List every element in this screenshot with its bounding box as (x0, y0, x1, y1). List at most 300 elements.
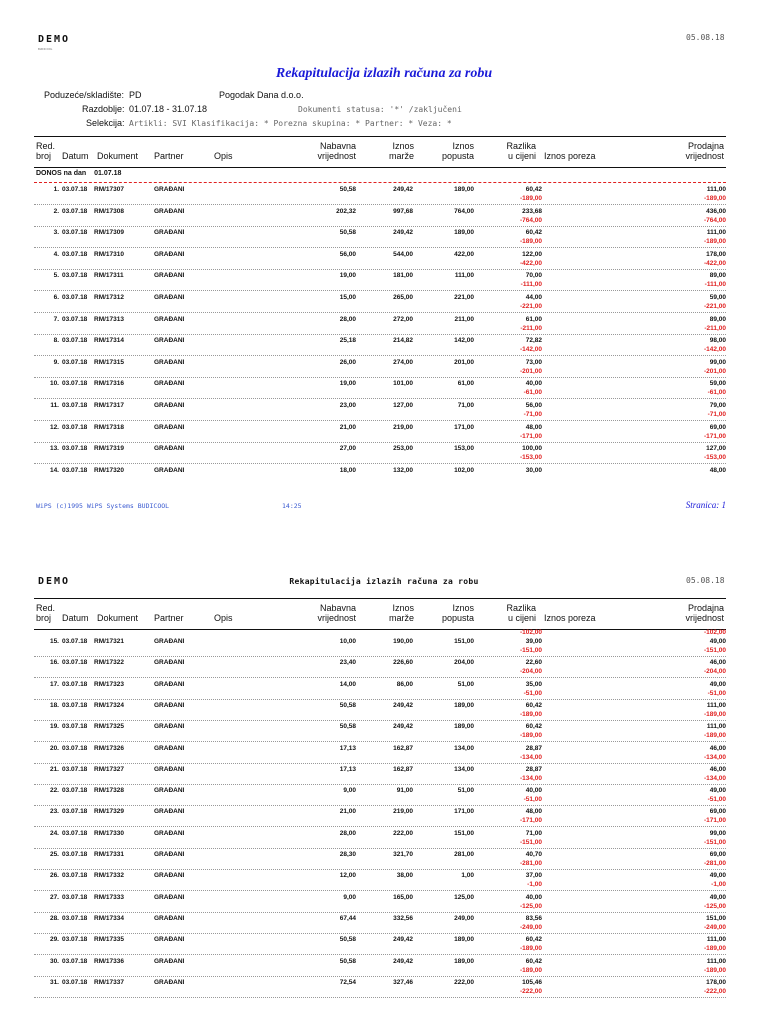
col-partner: Partner (154, 613, 184, 623)
row-document: RM/17314 (94, 337, 124, 345)
row-divider (34, 954, 726, 955)
donos-label: DONOS na dan (36, 170, 87, 177)
row-prodajna: 111,00 (706, 936, 726, 944)
row-marza: 321,70 (393, 851, 413, 858)
row-razlika-neg: -134,00 (519, 774, 542, 782)
row-date: 03.07.18 (62, 186, 88, 193)
row-partner: GRAĐANI (154, 638, 185, 645)
row-nabavna: 28,00 (339, 315, 356, 323)
row-partner: GRAĐANI (154, 744, 185, 752)
row-partner: GRAĐANI (154, 957, 185, 965)
row-prodajna: 48,00 (709, 466, 726, 474)
row-prodajna-neg: -281,00 (703, 860, 726, 867)
row-marza: 544,00 (393, 250, 413, 258)
row-document: RM/17322 (94, 659, 124, 667)
row-marza: 249,42 (393, 186, 413, 193)
row-date: 03.07.18 (62, 744, 88, 752)
row-divider (34, 933, 726, 934)
row-partner: GRAĐANI (154, 893, 185, 901)
row-razlika-neg: -189,00 (519, 238, 542, 246)
row-divider (34, 463, 726, 464)
row-razlika: 37,00 (525, 872, 542, 880)
col-partner: Partner (154, 151, 184, 161)
row-prodajna-neg: -189,00 (703, 710, 726, 718)
row-razlika-neg: -142,00 (519, 346, 542, 354)
donos-row (36, 170, 121, 177)
row-razlika: 122,00 (522, 250, 542, 258)
col-marza: Iznos (392, 603, 414, 613)
row-prodajna-neg: -125,00 (703, 902, 726, 910)
row-prodajna-neg: -201,00 (703, 367, 726, 375)
col-broj: broj (36, 613, 52, 623)
razdoblje-value: 01.07.18 - 31.07.18 (129, 104, 208, 114)
row-number: 18. (49, 701, 59, 709)
col-datum: Datum (62, 151, 89, 161)
row-divider (34, 377, 726, 378)
row-prodajna-neg: -189,00 (703, 732, 726, 740)
row-razlika: 71,00 (525, 829, 542, 837)
row-prodajna-neg: -221,00 (703, 303, 726, 310)
row-nabavna: 17,13 (339, 744, 356, 752)
row-prodajna: 69,00 (709, 423, 726, 431)
row-number: 7. (53, 315, 59, 323)
row-nabavna: 28,00 (339, 829, 356, 837)
row-date: 03.07.18 (62, 294, 88, 301)
row-popust: 764,00 (454, 207, 474, 215)
poduzece-label: Poduzeće/skladište: (44, 90, 125, 100)
row-nabavna: 19,00 (339, 380, 356, 388)
row-document: RM/17333 (94, 893, 124, 901)
row-number: 21. (49, 765, 59, 773)
row-marza: 265,00 (393, 294, 413, 301)
row-date: 03.07.18 (62, 893, 88, 901)
row-razlika-neg: -1,00 (527, 881, 542, 889)
row-nabavna: 50,58 (339, 723, 356, 731)
col-nabavna: Nabavna (319, 603, 356, 613)
row-popust: 134,00 (454, 744, 474, 752)
col-prodajna-2: vrijednost (685, 151, 724, 161)
row-razlika: 56,00 (525, 402, 542, 409)
row-razlika: 39,00 (525, 638, 542, 645)
row-prodajna-neg: -204,00 (703, 668, 726, 676)
row-razlika-neg: -125,00 (519, 902, 542, 910)
row-date: 03.07.18 (62, 978, 88, 986)
row-nabavna: 18,00 (339, 466, 356, 474)
donos-divider (34, 182, 726, 183)
row-razlika-neg: -764,00 (519, 216, 542, 224)
row-marza: 127,00 (393, 402, 413, 409)
row-number: 26. (49, 872, 59, 880)
row-prodajna: 49,00 (709, 638, 726, 645)
row-number: 11. (50, 402, 59, 409)
selekcija-label: Selekcija: (86, 118, 125, 128)
row-razlika-neg: -201,00 (519, 367, 542, 375)
row-partner: GRAĐANI (154, 294, 185, 301)
row-marza: 997,68 (393, 207, 413, 215)
row-marza: 91,00 (396, 787, 413, 795)
row-popust: 221,00 (454, 294, 474, 301)
row-date: 03.07.18 (62, 914, 88, 922)
row-prodajna: 178,00 (706, 250, 726, 258)
col-red: Red. (36, 141, 56, 151)
col-razlika-2: u cijeni (507, 613, 536, 623)
row-divider (34, 763, 726, 764)
row-prodajna: 59,00 (709, 380, 726, 388)
row-marza: 222,00 (393, 829, 413, 837)
row-nabavna: 23,00 (339, 402, 356, 409)
row-divider (34, 869, 726, 870)
col-datum: Datum (62, 613, 89, 623)
row-divider (34, 826, 726, 827)
row-razlika-neg: -151,00 (519, 647, 542, 654)
row-prodajna: 69,00 (709, 808, 726, 816)
col-nabavna-2: vrijednost (317, 151, 356, 161)
row-date: 03.07.18 (62, 957, 88, 965)
row-date: 03.07.18 (62, 872, 88, 880)
row-date: 03.07.18 (62, 250, 88, 258)
row-nabavna: 9,00 (343, 787, 356, 795)
row-date: 03.07.18 (62, 680, 88, 688)
row-popust: 204,00 (454, 659, 474, 667)
row-popust: 102,00 (454, 466, 474, 474)
row-prodajna: 59,00 (709, 294, 726, 301)
row-razlika: 72,82 (525, 337, 542, 345)
row-divider (34, 997, 726, 998)
row-partner: GRAĐANI (154, 186, 185, 193)
row-prodajna-neg: -61,00 (707, 389, 726, 397)
row-number: 2. (53, 207, 59, 215)
row-number: 16. (49, 659, 59, 667)
row-partner: GRAĐANI (154, 936, 185, 944)
row-popust: 71,00 (457, 402, 474, 409)
row-number: 22. (49, 787, 59, 795)
row-nabavna: 26,00 (339, 358, 356, 366)
col-popust-2: popusta (441, 151, 474, 161)
col-dokument: Dokument (97, 613, 139, 623)
report-title-p2: Rekapitulacija izlazih računa za robu (289, 577, 479, 586)
row-nabavna: 17,13 (339, 765, 356, 773)
row-popust: 189,00 (454, 957, 474, 965)
row-partner: GRAĐANI (154, 315, 185, 323)
row-popust: 201,00 (454, 358, 474, 366)
row-document: RM/17311 (94, 272, 124, 280)
row-partner: GRAĐANI (154, 445, 185, 453)
row-prodajna: 46,00 (709, 744, 726, 752)
row-nabavna: 15,00 (339, 294, 356, 301)
row-document: RM/17337 (94, 978, 124, 986)
row-prodajna-neg: -189,00 (703, 238, 726, 246)
row-razlika: 44,00 (525, 294, 542, 301)
row-number: 9. (53, 358, 59, 366)
row-date: 03.07.18 (62, 445, 88, 453)
row-nabavna: 27,00 (339, 445, 356, 453)
row-marza: 190,00 (393, 638, 413, 645)
footer-time: 14:25 (282, 502, 302, 510)
row-prodajna: 46,00 (709, 765, 726, 773)
footer-left: WiPS (c)1995 WiPS Systems BUDICOOL (36, 502, 170, 510)
row-prodajna: 79,00 (709, 402, 726, 409)
col-popust: Iznos (452, 141, 474, 151)
row-prodajna: 436,00 (706, 207, 726, 215)
row-date: 03.07.18 (62, 936, 88, 944)
carry-prodajna: -102,00 (703, 629, 726, 636)
row-prodajna-neg: -1,00 (711, 881, 726, 889)
row-number: 17. (49, 680, 59, 688)
row-prodajna-neg: -189,00 (703, 195, 726, 202)
row-nabavna: 9,00 (343, 893, 356, 901)
row-popust: 1,00 (461, 872, 474, 880)
row-popust: 249,00 (454, 914, 474, 922)
row-partner: GRAĐANI (154, 978, 185, 986)
row-date: 03.07.18 (62, 358, 88, 366)
row-razlika: 40,00 (525, 380, 542, 388)
row-razlika-neg: -221,00 (519, 303, 542, 310)
row-number: 4. (53, 250, 59, 258)
col-marza-2: marže (388, 613, 414, 623)
row-divider (34, 312, 726, 313)
row-popust: 211,00 (454, 315, 474, 323)
row-number: 6. (53, 294, 59, 301)
row-prodajna: 49,00 (709, 680, 726, 688)
row-prodajna-neg: -764,00 (703, 216, 726, 224)
row-document: RM/17320 (94, 466, 124, 474)
row-document: RM/17310 (94, 250, 124, 258)
row-divider (34, 848, 726, 849)
row-razlika: 40,00 (525, 787, 542, 795)
row-divider (34, 226, 726, 227)
row-nabavna: 21,00 (339, 423, 356, 431)
row-marza: 162,87 (393, 765, 413, 773)
row-date: 03.07.18 (62, 423, 88, 431)
row-prodajna: 69,00 (709, 851, 726, 858)
row-prodajna: 111,00 (706, 723, 726, 731)
col-razlika: Razlika (506, 141, 536, 151)
row-divider (34, 398, 726, 399)
row-date: 03.07.18 (62, 765, 88, 773)
row-marza: 226,60 (393, 659, 413, 667)
row-razlika: 83,56 (525, 914, 542, 922)
dokumenti-statusa: Dokumenti statusa: '*' /zaključeni (298, 105, 462, 114)
row-document: RM/17328 (94, 787, 124, 795)
row-partner: GRAĐANI (154, 423, 185, 431)
row-document: RM/17321 (94, 638, 124, 645)
row-razlika-neg: -134,00 (519, 753, 542, 761)
row-divider (34, 912, 726, 913)
row-document: RM/17319 (94, 445, 124, 453)
row-number: 14. (49, 466, 59, 474)
row-partner: GRAĐANI (154, 402, 185, 409)
row-prodajna: 111,00 (706, 186, 726, 193)
row-number: 20. (49, 744, 59, 752)
row-popust: 151,00 (454, 829, 474, 837)
row-marza: 249,42 (393, 936, 413, 944)
row-document: RM/17336 (94, 957, 124, 965)
row-razlika-neg: -111,00 (520, 281, 542, 289)
row-number: 27. (49, 893, 59, 901)
row-marza: 181,00 (393, 272, 413, 280)
col-marza: Iznos (392, 141, 414, 151)
row-nabavna: 50,58 (339, 936, 356, 944)
col-razlika-2: u cijeni (507, 151, 536, 161)
row-marza: 327,46 (393, 978, 413, 986)
row-nabavna: 50,58 (339, 701, 356, 709)
row-date: 03.07.18 (62, 638, 88, 645)
col-broj: broj (36, 151, 52, 161)
row-date: 03.07.18 (62, 851, 88, 858)
row-date: 03.07.18 (62, 723, 88, 731)
row-number: 5. (53, 272, 59, 280)
row-prodajna-neg: -142,00 (703, 346, 726, 354)
row-razlika: 35,00 (525, 680, 542, 688)
row-popust: 171,00 (454, 808, 474, 816)
row-prodajna-neg: -189,00 (703, 966, 726, 974)
row-number: 30. (49, 957, 59, 965)
row-popust: 51,00 (457, 787, 474, 795)
row-partner: GRAĐANI (154, 723, 185, 731)
row-popust: 142,00 (454, 337, 474, 345)
row-date: 03.07.18 (62, 787, 88, 795)
report-title: Rekapitulacija izlazih računa za robu (275, 66, 493, 81)
row-razlika-neg: -51,00 (523, 689, 542, 697)
row-number: 19. (49, 723, 59, 731)
row-razlika-neg: -222,00 (519, 987, 542, 995)
col-red: Red. (36, 603, 56, 613)
row-prodajna: 89,00 (709, 272, 726, 280)
row-document: RM/17312 (94, 294, 124, 301)
row-popust: 153,00 (454, 445, 474, 453)
row-partner: GRAĐANI (154, 380, 185, 388)
row-document: RM/17331 (94, 851, 124, 858)
row-razlika-neg: -189,00 (519, 195, 542, 202)
row-partner: GRAĐANI (154, 272, 185, 280)
row-number: 25. (49, 851, 59, 858)
row-prodajna-neg: -153,00 (703, 454, 726, 462)
row-popust: 189,00 (454, 229, 474, 237)
row-marza: 214,82 (393, 337, 413, 345)
row-razlika-neg: -153,00 (519, 454, 542, 462)
row-document: RM/17317 (94, 402, 124, 409)
row-partner: GRAĐANI (154, 787, 185, 795)
row-marza: 165,00 (393, 893, 413, 901)
row-popust: 281,00 (454, 851, 474, 858)
row-marza: 274,00 (393, 358, 413, 366)
row-nabavna: 50,58 (339, 229, 356, 237)
row-prodajna-neg: -111,00 (704, 281, 726, 289)
row-date: 03.07.18 (62, 207, 88, 215)
col-popust: Iznos (452, 603, 474, 613)
row-razlika: 70,00 (525, 272, 542, 280)
row-document: RM/17315 (94, 358, 124, 366)
row-nabavna: 23,40 (339, 659, 356, 667)
row-razlika: 100,00 (522, 445, 542, 453)
row-popust: 189,00 (454, 186, 474, 193)
row-razlika: 60,42 (525, 723, 542, 731)
row-razlika: 48,00 (525, 423, 542, 431)
row-prodajna: 127,00 (706, 445, 726, 453)
row-nabavna: 50,58 (339, 186, 356, 193)
row-marza: 219,00 (393, 423, 413, 431)
row-razlika: 233,68 (522, 207, 542, 215)
row-partner: GRAĐANI (154, 808, 185, 816)
row-date: 03.07.18 (62, 272, 88, 280)
row-document: RM/17309 (94, 229, 124, 237)
row-prodajna: 49,00 (709, 872, 726, 880)
row-marza: 101,00 (393, 380, 413, 388)
row-divider (34, 784, 726, 785)
row-popust: 189,00 (454, 936, 474, 944)
row-divider (34, 420, 726, 421)
row-prodajna: 46,00 (709, 659, 726, 667)
col-opis: Opis (214, 613, 233, 623)
row-divider (34, 355, 726, 356)
row-partner: GRAĐANI (154, 914, 185, 922)
row-nabavna: 14,00 (339, 680, 356, 688)
footer-page: Stranica: 1 (685, 500, 726, 510)
row-partner: GRAĐANI (154, 358, 185, 366)
row-razlika-neg: -422,00 (519, 259, 542, 267)
row-prodajna-neg: -151,00 (703, 838, 726, 846)
row-nabavna: 19,00 (339, 272, 356, 280)
row-document: RM/17330 (94, 829, 124, 837)
row-divider (34, 677, 726, 678)
row-prodajna-neg: -51,00 (707, 796, 726, 804)
row-nabavna: 56,00 (339, 250, 356, 258)
company-name-p2: DEMO (38, 576, 71, 587)
row-razlika-neg: -189,00 (519, 732, 542, 740)
row-divider (34, 269, 726, 270)
row-divider (34, 442, 726, 443)
row-razlika: 105,46 (522, 978, 542, 986)
row-popust: 171,00 (454, 423, 474, 431)
row-partner: GRAĐANI (154, 680, 185, 688)
row-razlika-neg: -249,00 (519, 923, 542, 931)
row-razlika: 60,42 (525, 936, 542, 944)
row-prodajna: 99,00 (709, 358, 726, 366)
col-prodajna: Prodajna (687, 603, 724, 613)
row-nabavna: 12,00 (339, 872, 356, 880)
row-divider (34, 890, 726, 891)
row-number: 28. (49, 914, 59, 922)
row-razlika-neg: -204,00 (519, 668, 542, 676)
selekcija-value: Artikli: SVI Klasifikacija: * Porezna skupina: * Partner: * Veza: * (129, 119, 452, 128)
row-prodajna: 49,00 (709, 787, 726, 795)
row-popust: 222,00 (454, 978, 474, 986)
row-prodajna: 151,00 (706, 914, 726, 922)
row-razlika-neg: -281,00 (519, 860, 542, 867)
row-divider (34, 699, 726, 700)
row-nabavna: 28,30 (339, 851, 356, 858)
row-prodajna-neg: -189,00 (703, 945, 726, 953)
row-popust: 61,00 (457, 380, 474, 388)
row-razlika: 30,00 (525, 466, 542, 474)
row-divider (34, 290, 726, 291)
row-prodajna-neg: -134,00 (703, 774, 726, 782)
razdoblje-label: Razdoblje: (82, 104, 125, 114)
row-document: RM/17324 (94, 701, 124, 709)
row-document: RM/17335 (94, 936, 124, 944)
poduzece-value: PD (129, 90, 142, 100)
row-partner: GRAĐANI (154, 250, 185, 258)
row-razlika-neg: -71,00 (523, 411, 542, 418)
row-popust: 189,00 (454, 701, 474, 709)
row-document: RM/17316 (94, 380, 124, 388)
col-opis: Opis (214, 151, 233, 161)
row-nabavna: 50,58 (339, 957, 356, 965)
row-document: RM/17329 (94, 808, 124, 816)
row-popust: 189,00 (454, 723, 474, 731)
row-nabavna: 21,00 (339, 808, 356, 816)
row-razlika: 40,00 (525, 893, 542, 901)
